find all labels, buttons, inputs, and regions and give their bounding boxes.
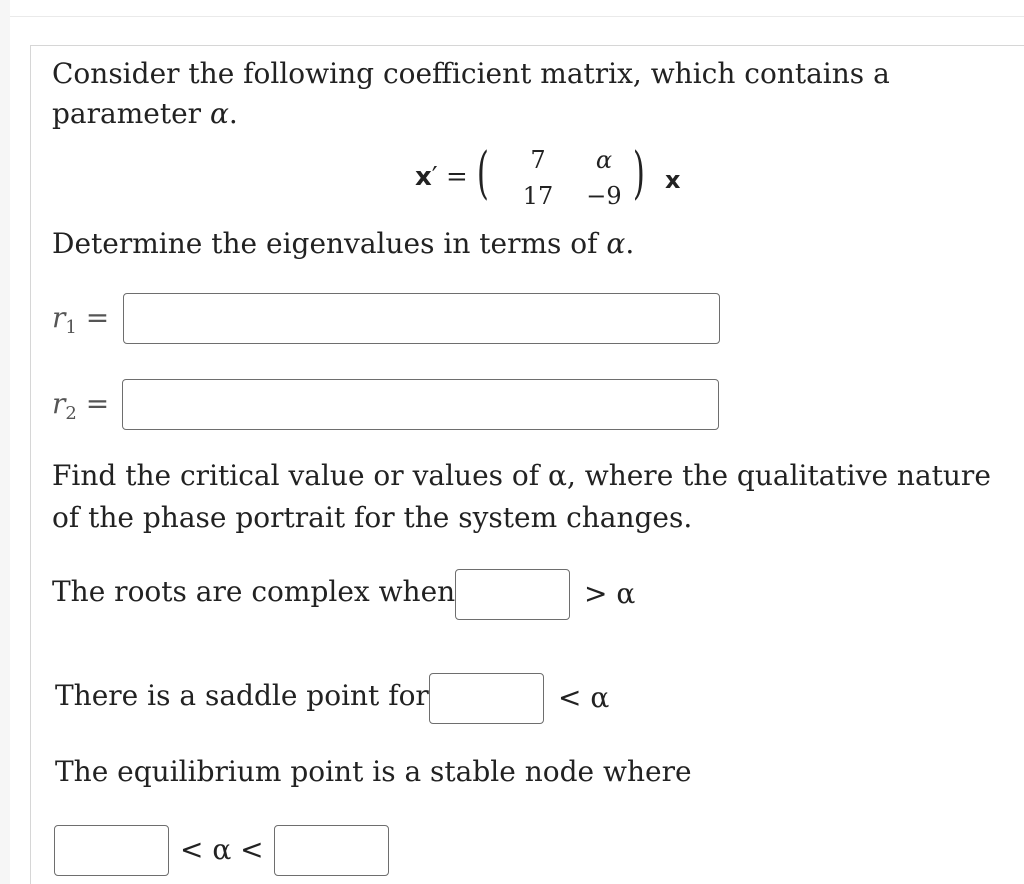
r2-answer-input[interactable] [122, 379, 719, 430]
saddle-suffix: < α [558, 681, 610, 714]
right-paren: ) [632, 141, 645, 206]
stable-node-label: The equilibrium point is a stable node where [55, 755, 692, 788]
r1-label: $r_1$ = [52, 301, 110, 338]
complex-suffix: > α [584, 577, 636, 610]
matrix-cell-2-2: −9 [586, 182, 622, 210]
complex-label: The roots are complex when [52, 575, 456, 608]
saddle-answer-input[interactable] [429, 673, 544, 724]
intro-line-2: parameter α. [52, 97, 238, 130]
top-divider [10, 16, 1024, 17]
eigen-prompt: Determine the eigenvalues in terms of α. [52, 227, 635, 260]
complex-answer-input[interactable] [455, 569, 570, 620]
stable-inequality: < α < [180, 833, 264, 866]
left-paren: ( [476, 141, 489, 206]
r2-label: $r_2$ = [52, 387, 110, 424]
critical-prompt-line-1: Find the critical value or values of α, where the qualitative nature [52, 459, 991, 492]
page-edge [0, 0, 10, 884]
stable-lower-bound-input[interactable] [54, 825, 169, 876]
matrix-cell-1-2: α [595, 146, 613, 174]
stable-upper-bound-input[interactable] [274, 825, 389, 876]
equation-rhs: x [665, 166, 681, 194]
matrix-cell-1-1: 7 [530, 146, 546, 174]
intro-line-1: Consider the following coefficient matrix, which contains a [52, 57, 890, 90]
matrix-cell-2-1: 17 [522, 182, 554, 210]
equation-lhs: x′ = [415, 162, 468, 192]
critical-prompt-line-2: of the phase portrait for the system changes. [52, 501, 693, 534]
r1-answer-input[interactable] [123, 293, 720, 344]
saddle-label: There is a saddle point for [55, 679, 429, 712]
